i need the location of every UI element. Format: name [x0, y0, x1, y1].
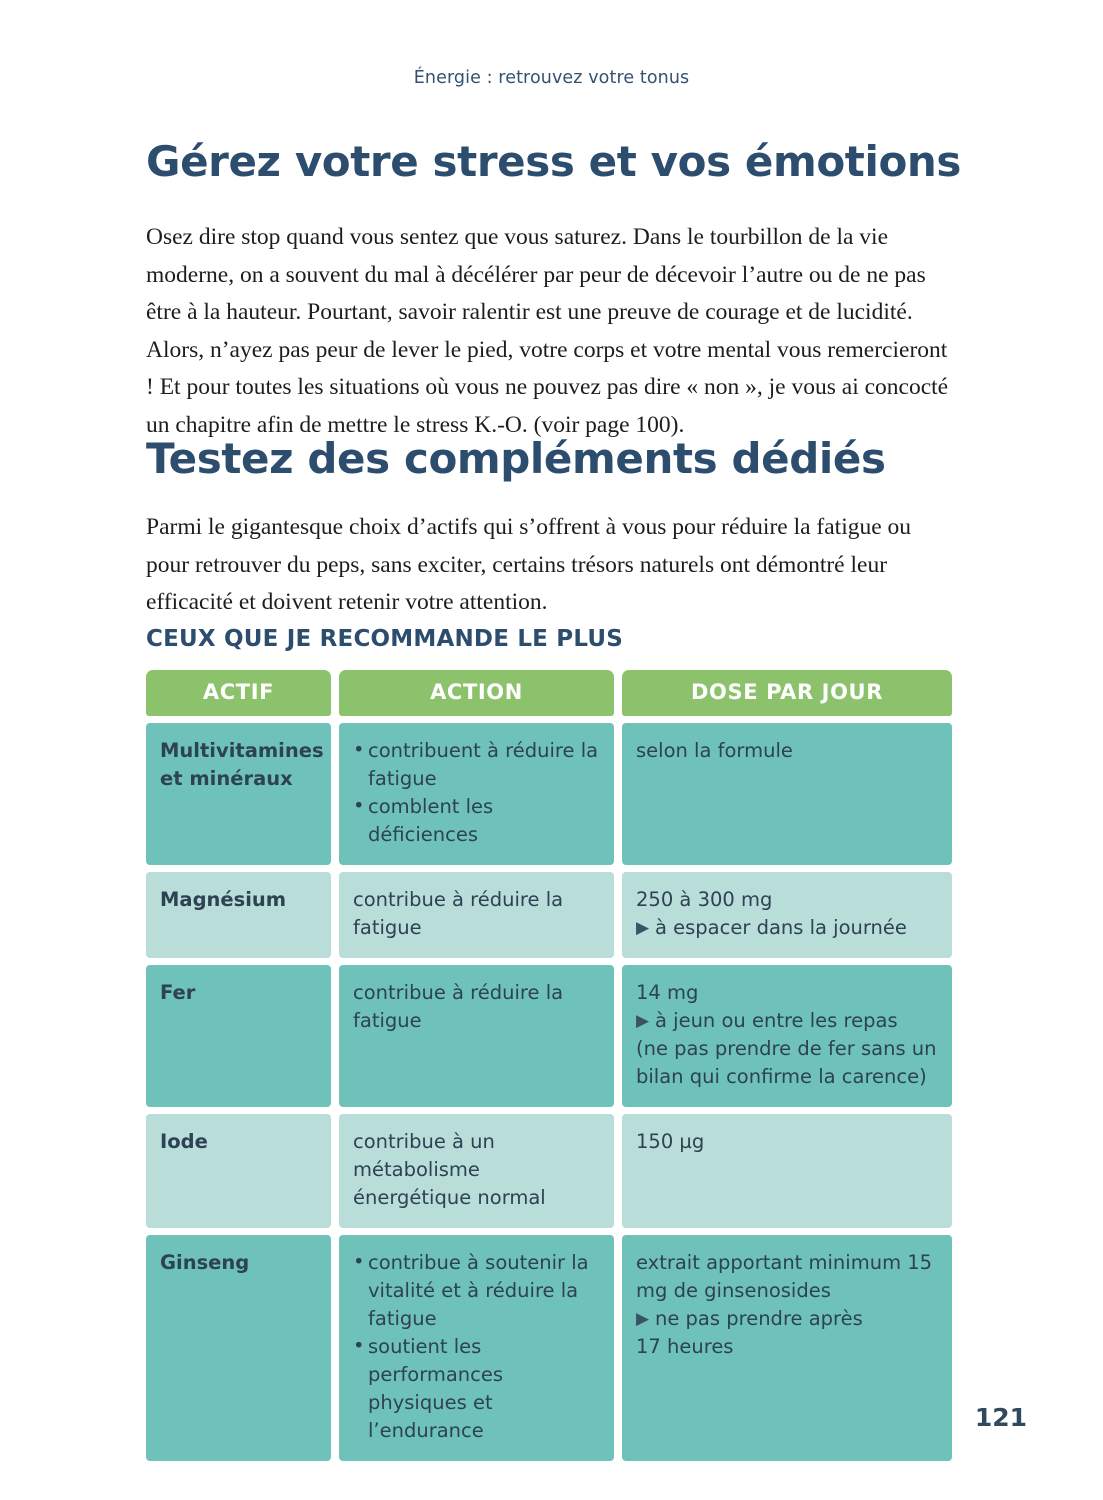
running-head: Énergie : retrouvez votre tonus [413, 68, 690, 88]
dose-line-arrow: ▶ à jeun ou entre les repas [636, 1007, 938, 1035]
table-row [146, 723, 952, 865]
table-row [146, 965, 952, 1107]
table-body [146, 723, 952, 1461]
cell-actif: Iode [146, 1114, 331, 1228]
table-row [146, 1114, 952, 1228]
cell-dose [622, 872, 952, 958]
cell-action: contribue à un métabolisme énergétique normal [339, 1114, 614, 1228]
cell-actif: Multivitamines et minéraux [146, 723, 331, 865]
cell-dose [622, 723, 952, 865]
dose-line: 17 heures [636, 1335, 734, 1358]
section-paragraph-stress: Osez dire stop quand vous sentez que vous saturez. Dans le tourbillon de la vie moderne, on a souvent du mal à décélérer par peur de décevoir l’autre ou de ne pas être à la hauteur. Pourtant, savoir ralentir est une preuve de courage et de lucidité. Alors, n’ayez pas peur de lever le pied, votre corps et votre mental vous remercieront ! Et pour toutes les situations où vous ne pouvez pas dire « non », je vous ai concocté un chapitre afin de mettre le stress K.-O. (voir page 100). [146, 224, 949, 438]
dose-line-arrow: ▶ à espacer dans la journée [636, 914, 938, 942]
list-item: • comblent les déficiences [353, 793, 600, 849]
cell-dose [622, 1235, 952, 1461]
table-header-row [146, 670, 952, 716]
cell-actif: Ginseng [146, 1235, 331, 1461]
dose-line: 14 mg [636, 981, 699, 1004]
dose-line-arrow: ▶ ne pas prendre après [636, 1305, 938, 1333]
dose-line: 250 à 300 mg [636, 888, 773, 911]
cell-action [339, 1235, 614, 1461]
table-caption: CEUX QUE JE RECOMMANDE LE PLUS [146, 626, 624, 652]
table-header-actif: ACTIF [146, 670, 331, 716]
cell-dose [622, 965, 952, 1107]
supplements-table [146, 670, 952, 1461]
table-header-dose: DOSE PAR JOUR [622, 670, 952, 716]
cell-action: contribue à réduire la fatigue [339, 872, 614, 958]
dose-line: (ne pas prendre de fer sans un bilan qui confirme la carence) [636, 1037, 937, 1088]
cell-action [339, 723, 614, 865]
section-heading-stress: Gérez votre stress et vos émotions [146, 137, 962, 186]
table-row [146, 872, 952, 958]
section-heading-complements: Testez des compléments dédiés [146, 434, 886, 483]
page-number: 121 [974, 1403, 1027, 1432]
dose-line: 150 µg [636, 1130, 705, 1153]
section-paragraph-complements: Parmi le gigantesque choix d’actifs qui s’offrent à vous pour réduire la fatigue ou pour retrouver du peps, sans exciter, certains trésors naturels ont démontré leur efficacité et doivent retenir votre attention. [146, 514, 912, 615]
action-list [353, 737, 600, 849]
dose-line: selon la formule [636, 739, 793, 762]
dose-line: extrait apportant minimum 15 mg de ginsenosides [636, 1251, 933, 1302]
cell-dose [622, 1114, 952, 1228]
table-row [146, 1235, 952, 1461]
list-item: • contribue à soutenir la vitalité et à réduire la fatigue [353, 1249, 600, 1333]
table-header-action: ACTION [339, 670, 614, 716]
list-item: • contribuent à réduire la fatigue [353, 737, 600, 793]
cell-action: contribue à réduire la fatigue [339, 965, 614, 1107]
cell-actif: Fer [146, 965, 331, 1107]
cell-actif: Magnésium [146, 872, 331, 958]
list-item: • soutient les performances physiques et l’endurance [353, 1333, 600, 1445]
action-list [353, 1249, 600, 1445]
